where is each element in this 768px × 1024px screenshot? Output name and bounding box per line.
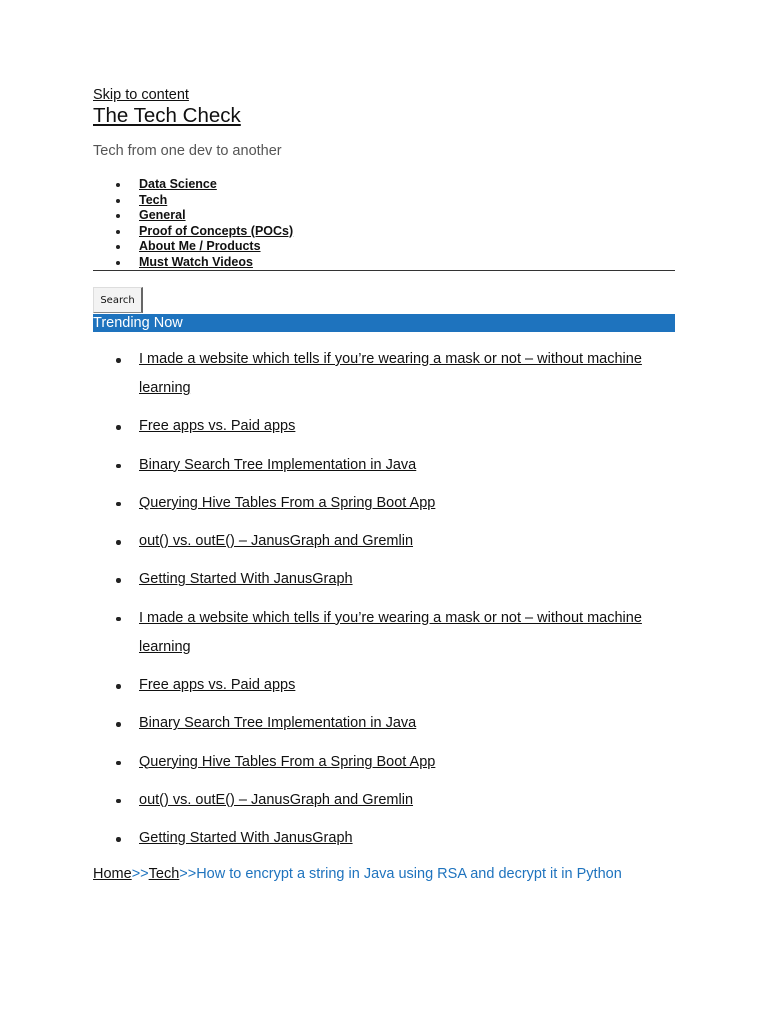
trending-link-free-vs-paid[interactable]: Free apps vs. Paid apps <box>139 677 296 694</box>
menu-link-must-watch-videos[interactable]: Must Watch Videos <box>139 254 253 269</box>
trending-item <box>139 412 675 441</box>
site-title-link[interactable]: The Tech Check <box>93 104 241 127</box>
trending-item <box>139 604 675 662</box>
menu-item-about-me <box>139 239 675 255</box>
trending-link-out-vs-oute[interactable]: out() vs. outE() – JanusGraph and Gremlin <box>139 791 414 808</box>
trending-item <box>139 527 675 556</box>
trending-link-mask-website[interactable]: I made a website which tells if you’re wearing a mask or not – without machine learning <box>139 609 642 655</box>
menu-item-data-science <box>139 177 675 193</box>
trending-link-hive-spring[interactable]: Querying Hive Tables From a Spring Boot App <box>139 494 436 511</box>
trending-item <box>139 786 675 815</box>
trending-item <box>139 565 675 594</box>
trending-item <box>139 671 675 700</box>
breadcrumb-tech-link[interactable]: Tech <box>148 866 180 882</box>
trending-link-janusgraph[interactable]: Getting Started With JanusGraph <box>139 571 353 588</box>
menu-item-must-watch-videos <box>139 255 675 271</box>
breadcrumb-home-link[interactable]: Home <box>93 866 132 882</box>
menu-link-tech[interactable]: Tech <box>139 192 168 207</box>
site-tagline: Tech from one dev to another <box>93 143 282 159</box>
trending-item <box>139 748 675 777</box>
breadcrumb <box>93 866 622 882</box>
menu-link-about-me[interactable]: About Me / Products <box>139 239 261 253</box>
breadcrumb-current-page: How to encrypt a string in Java using RSA and decrypt it in Python <box>196 866 622 882</box>
trending-item <box>139 489 675 518</box>
trending-link-janusgraph[interactable]: Getting Started With JanusGraph <box>139 830 353 847</box>
trending-now-heading: Trending Now <box>93 314 675 332</box>
menu-item-pocs <box>139 224 675 240</box>
menu-link-pocs[interactable]: Proof of Concepts (POCs) <box>139 223 294 238</box>
breadcrumb-separator: >> <box>179 866 197 882</box>
menu-item-tech <box>139 193 675 209</box>
menu-link-data-science[interactable]: Data Science <box>139 177 217 191</box>
trending-item <box>139 709 675 738</box>
trending-item <box>139 451 675 480</box>
skip-to-content-link[interactable]: Skip to content <box>93 87 189 103</box>
menu-item-general <box>139 208 675 224</box>
trending-item <box>139 345 675 403</box>
trending-item <box>139 824 675 853</box>
trending-list <box>93 345 675 863</box>
main-navigation-menu <box>93 177 675 271</box>
trending-link-out-vs-oute[interactable]: out() vs. outE() – JanusGraph and Gremlin <box>139 533 414 550</box>
trending-link-hive-spring[interactable]: Querying Hive Tables From a Spring Boot App <box>139 753 436 770</box>
trending-link-free-vs-paid[interactable]: Free apps vs. Paid apps <box>139 418 296 435</box>
site-title <box>93 104 241 128</box>
search-button[interactable]: Search <box>93 287 143 313</box>
trending-link-bst-java[interactable]: Binary Search Tree Implementation in Java <box>139 456 417 473</box>
trending-link-bst-java[interactable]: Binary Search Tree Implementation in Java <box>139 715 417 732</box>
breadcrumb-separator: >> <box>131 866 149 882</box>
menu-link-general[interactable]: General <box>139 208 186 222</box>
trending-link-mask-website[interactable]: I made a website which tells if you’re wearing a mask or not – without machine learning <box>139 351 642 396</box>
